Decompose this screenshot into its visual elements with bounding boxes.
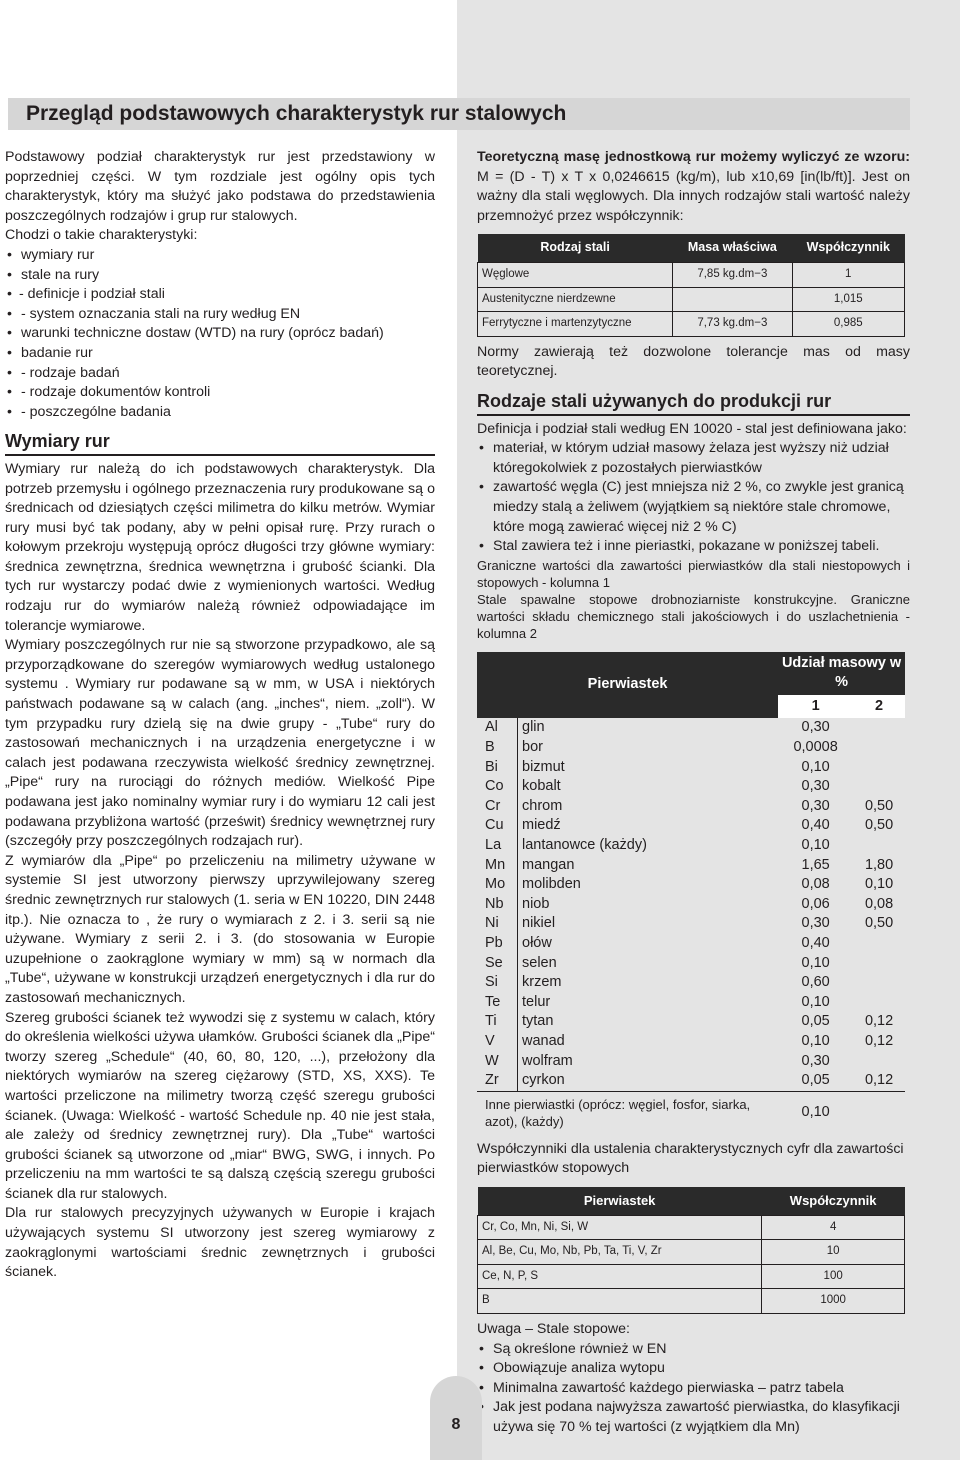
table-cell: V xyxy=(477,1032,518,1052)
table-cell: ołów xyxy=(522,935,552,951)
table-cell: 0,10 xyxy=(801,758,830,775)
table-cell: 0,08 xyxy=(864,895,894,912)
list-item: • zawartość węgla (C) jest mniejsza niż 2 %, co zwykle jest granicą miedzy stalą a żeliwem (wyjątkiem są niektóre stale chromowe, które mogą zawierać więcej niż 2 % C) xyxy=(477,478,910,537)
table-cell: W xyxy=(477,1052,518,1072)
table-row xyxy=(478,1289,905,1314)
body-paragraph: Wymiary poszczególnych rur nie są stworzone przypadkowo, ale są przyporządkowane do szeregów wymiarowych według ustalonego systemu . Wymiary rur podawane są w mm, w USA i niektórych państwach podawane są w calach (ang. „inches“, niem. „zoll“). W tym przypadku rury dzielą się na dwie grupy - „Tube“ rury do zastosowań mechanicznych i na urządzenia energetyczne i w calach jest podawana rzeczywista wielkość średnicy zewnętrznej. „Pipe“ rury na rurociągi do różnych mediów. Wielkość Pipe podawana jest jako nominalny wymiar rury i do wymiaru 12 cali jest podawana przybliżona wartość (prześwit) średnicy wewnętrznej rury (szczegóły przy poszczególnych rodzajach rur). xyxy=(5,637,435,850)
table-header: 2 xyxy=(853,695,905,719)
table-cell: Mo xyxy=(477,875,518,895)
table-cell: 1,015 xyxy=(792,287,904,312)
table-cell: kobalt xyxy=(522,778,561,795)
table-cell: 0,10 xyxy=(801,954,830,971)
table-cell: Si xyxy=(477,973,518,993)
alloy-note-heading: Uwaga – Stale stopowe: xyxy=(477,1320,631,1337)
table-cell: 0,30 xyxy=(801,797,830,814)
table-cell: Co xyxy=(477,777,518,797)
table-cell: 0,40 xyxy=(801,817,830,834)
list-item: • Jak jest podana najwyższa zawartość pierwiastka, do klasyfikacji używa się 70 % tej wartości (z wyjątkiem dla Mn) xyxy=(477,1398,910,1437)
table-cell: 0,60 xyxy=(801,974,830,991)
table-cell: 1000 xyxy=(762,1289,905,1314)
column2-note: Stale spawalne stopowe drobnoziarniste konstrukcyjne. Graniczne wartości składu chemicznego stali jakościowych i do uszlachetnienia - kolumna 2 xyxy=(477,591,910,641)
coefficients-lead: Współczynniki dla ustalenia charakterystycznych cyfr dla zawartości pierwiastków stopowych xyxy=(477,1140,904,1177)
table-cell: 0,12 xyxy=(864,1072,894,1089)
table-cell xyxy=(853,718,905,738)
table-cell: chrom xyxy=(522,797,563,814)
table-cell: Bi xyxy=(477,758,518,778)
element-limits-body xyxy=(477,718,905,1091)
table-cell: Ni xyxy=(477,914,518,934)
table-row xyxy=(477,797,905,817)
table-cell: selen xyxy=(522,954,557,971)
table-cell xyxy=(853,777,905,797)
list-subitem: • - system oznaczania stali na rury według EN xyxy=(5,305,435,325)
table-cell: B xyxy=(478,1289,762,1314)
table-row xyxy=(477,777,905,797)
definition-lead: Definicja i podział stali według EN 10020 - stal jest definiowana jako: xyxy=(477,420,907,437)
table-cell: 7,73 kg.dm−3 xyxy=(673,312,792,337)
table-cell: niob xyxy=(522,895,550,912)
table-cell: tytan xyxy=(522,1013,554,1030)
table-cell: 10 xyxy=(762,1240,905,1265)
table-cell xyxy=(853,1091,905,1134)
table-cell: Ti xyxy=(477,1012,518,1032)
table-cell xyxy=(673,287,792,312)
table-row xyxy=(477,895,905,915)
table-cell xyxy=(853,836,905,856)
table-cell: 0,12 xyxy=(864,1013,894,1030)
alloy-note-list xyxy=(477,1340,910,1438)
table-cell: Pb xyxy=(477,934,518,954)
table-row xyxy=(478,1215,905,1240)
table-cell: La xyxy=(477,836,518,856)
table-cell: miedź xyxy=(522,817,561,834)
table-cell: 7,85 kg.dm−3 xyxy=(673,262,792,287)
table-cell: Cu xyxy=(477,816,518,836)
table-row xyxy=(477,1091,905,1134)
table-row xyxy=(477,1052,905,1072)
page-title: Przegląd podstawowych charakterystyk rur stalowych xyxy=(26,102,567,125)
table-cell: 0,0008 xyxy=(793,739,838,756)
table-cell xyxy=(853,738,905,758)
table-cell: Inne pierwiastki (oprócz: węgiel, fosfor, siarka, azot), (każdy) xyxy=(477,1091,778,1134)
table-cell: telur xyxy=(522,993,551,1010)
list-item: • warunki techniczne dostaw (WTD) na rury (oprócz badań) xyxy=(5,324,435,344)
table-header: Masa właściwa xyxy=(673,234,792,262)
table-cell: 0,30 xyxy=(801,778,830,795)
table-row xyxy=(477,954,905,974)
table-row xyxy=(477,816,905,836)
table-row xyxy=(477,973,905,993)
table-cell: mangan xyxy=(522,856,575,873)
table-row xyxy=(477,1032,905,1052)
page-number: 8 xyxy=(451,1416,461,1433)
list-item: • badanie rur xyxy=(5,344,435,364)
table-cell xyxy=(853,1052,905,1072)
table-row xyxy=(478,1240,905,1265)
definition-list xyxy=(477,439,910,557)
right-column xyxy=(477,148,910,1437)
list-item: • Minimalna zawartość każdego pierwiaska – patrz tabela xyxy=(477,1379,910,1399)
coefficients-table xyxy=(477,1187,905,1314)
section-heading-dimensions: Wymiary rur xyxy=(5,432,435,456)
table-cell: 1 xyxy=(792,262,904,287)
table-cell: 100 xyxy=(762,1264,905,1289)
table-cell: Se xyxy=(477,954,518,974)
table-cell: cyrkon xyxy=(522,1072,565,1089)
table-cell: 0,985 xyxy=(792,312,904,337)
table-cell: Zr xyxy=(477,1071,518,1091)
table-cell xyxy=(853,954,905,974)
table-cell: 0,30 xyxy=(801,719,830,736)
body-paragraph: Szereg grubości ścianek też wywodzi się z systemu w calach, który do określenia wielkości używa ułamków. Grubości ścianek dla „Pipe“ tworzy szereg „Schedule“ (40, 60, 80, 120, ...), przełożony dla niektórych wymiarów na szereg ciężarowy (STD, XS, XXS). Te wartości przeliczone na milimetry tworzą część szeregu grubości ścianek. (Uwaga: Wielkość - wartość Schedule np. 40 nie jest stała, ale zależy od średnicy zewnętrznej rury). Dla „Tube“ wartości grubości ścianek są utworzone od „miar“ BWG, SWG, i innych. Po przeliczeniu na mm wartości te są dalszą częścią szeregu grubości ścianek dla rur stalowych. xyxy=(5,1009,435,1202)
list-subitem: • - poszczególne badania xyxy=(5,403,435,423)
table-cell: Ce, N, P, S xyxy=(478,1264,762,1289)
formula-heading: Teoretyczną masę jednostkową rur możemy wyliczyć ze wzoru: xyxy=(477,149,910,165)
table-cell: 0,40 xyxy=(801,935,830,951)
title-bar xyxy=(8,98,910,130)
table-row xyxy=(477,993,905,1013)
list-subitem: • - rodzaje dokumentów kontroli xyxy=(5,383,435,403)
table-cell: nikiel xyxy=(522,915,556,932)
table-row xyxy=(478,262,905,287)
element-limits-table xyxy=(477,652,905,1134)
table-cell: bor xyxy=(522,739,543,756)
table-row xyxy=(478,312,905,337)
steel-density-table xyxy=(477,234,905,336)
body-paragraph: Wymiary rur należą do ich podstawowych charakterystyk. Dla potrzeb przemysłu i ogólnego przeznaczenia rury produkowane są o średnicach od dziesiątych części milimetra do kilku metrów. Wymiar rury musi być tak podany, aby w pełni opisał rurę. Przy rurach o kołowym przekroju występują oprócz długości trzy główne wymiary: średnica zewnętrzna, średnica wewnętrzna i grubość ścianki. Dla tych rur wystarczy podać dwie z wymienionych wartości. Według rodzaju rur do wymiarów należą również odpowiadające im tolerancje wymiarowe. xyxy=(5,460,435,634)
table-header: Współczynnik xyxy=(762,1187,905,1215)
table-row xyxy=(477,875,905,895)
table-cell: 4 xyxy=(762,1215,905,1240)
characteristics-list xyxy=(5,246,435,422)
table-cell: 0,50 xyxy=(864,797,894,814)
table-cell: 1,65 xyxy=(801,856,830,873)
body-paragraph: Z wymiarów dla „Pipe“ po przeliczeniu na milimetry używane w systemie SI jest utworzony pierwszy uprzywilejowany szereg średnic zewnętrznych rur stalowych (1. seria w EN 10220, DIN 2448 itp.). Nie oznacza to , że rury o wymiarach z 2. i 3. serii są nie używane. Wymiary z serii 2. i 3. (do stosowania w Europie uzupełnione o zaokrąglone wymiary w mm) są w normach dla „Tube“, używane w konstrukcji urządzeń energetycznych i dla rur do zastosowań mechanicznych. xyxy=(5,852,435,1006)
table-row xyxy=(477,1012,905,1032)
table-row xyxy=(477,758,905,778)
body-paragraph: Dla rur stalowych precyzyjnych używanych w Europie i krajach używających systemu SI utworzony jest szereg wymiarowy z zaokrąglonymi wartościami średnic zewnętrznych i grubości ścianek. xyxy=(5,1205,435,1281)
table-cell: 0,10 xyxy=(801,837,830,854)
table-cell: Cr xyxy=(477,797,518,817)
table-cell: 0,30 xyxy=(801,915,830,932)
list-item: • wymiary rur xyxy=(5,246,435,266)
table-cell: Al xyxy=(477,718,518,738)
table-row xyxy=(477,738,905,758)
table-cell: wanad xyxy=(522,1032,565,1049)
table-cell: 0,12 xyxy=(864,1032,894,1049)
table-cell: 0,10 xyxy=(801,1032,830,1049)
table-cell: molibden xyxy=(522,876,581,893)
table-cell: B xyxy=(477,738,518,758)
list-item: • Stal zawiera też i inne pieriastki, pokazane w poniższej tabeli. xyxy=(477,537,910,557)
table-cell xyxy=(853,758,905,778)
table-cell: Mn xyxy=(477,856,518,876)
table-row xyxy=(477,718,905,738)
table-cell: 1,80 xyxy=(864,856,894,873)
list-subitem: • - definicje i podział stali xyxy=(5,285,435,305)
table-cell: bizmut xyxy=(522,758,565,775)
table-cell: 0,10 xyxy=(778,1091,853,1134)
table-cell: wolfram xyxy=(522,1052,573,1069)
section-heading-steel-types: Rodzaje stali używanych do produkcji rur xyxy=(477,392,910,416)
table-header: Współczynnik xyxy=(792,234,904,262)
table-cell: lantanowce (każdy) xyxy=(522,837,647,854)
list-item: • stale na rury xyxy=(5,266,435,286)
table-header: Udział masowy w % xyxy=(778,652,905,695)
table-row xyxy=(477,1071,905,1091)
table-header: 1 xyxy=(778,695,853,719)
table-row xyxy=(477,934,905,954)
table-cell: Ferrytyczne i martenzytyczne xyxy=(478,312,673,337)
table-cell: 0,30 xyxy=(801,1052,830,1069)
column1-note: Graniczne wartości dla zawartości pierwiastków dla stali niestopowych i stopowych - kolumna 1 xyxy=(477,557,910,590)
table-cell: krzem xyxy=(522,974,562,991)
table-cell: 0,05 xyxy=(801,1072,830,1089)
intro-paragraph: Podstawowy podział charakterystyk rur jest przedstawiony w poprzedniej części. W tym rozdziale jest ogólny opis tych charakterystyk, który ma służyć jako podstawa do przedstawienia poszczególnych rodzajów i grup rur stalowych. xyxy=(5,149,435,224)
table-cell: 0,10 xyxy=(864,876,894,893)
tolerance-note: Normy zawierają też dozwolone tolerancje mas od masy teoretycznej. xyxy=(477,343,910,380)
table-cell: Al, Be, Cu, Mo, Nb, Pb, Ta, Ti, V, Zr xyxy=(478,1240,762,1265)
table-row xyxy=(478,1264,905,1289)
left-column xyxy=(5,148,435,1283)
table-row xyxy=(477,836,905,856)
table-cell: glin xyxy=(522,719,545,736)
table-cell: Nb xyxy=(477,895,518,915)
characteristics-lead: Chodzi o takie charakterystyki: xyxy=(5,227,198,244)
table-cell: 0,50 xyxy=(864,817,894,834)
table-cell xyxy=(853,973,905,993)
table-cell: 0,05 xyxy=(801,1013,830,1030)
table-row xyxy=(477,856,905,876)
formula-text: M = (D - T) x T x 0,0246615 (kg/m), lub x10,69 [in(lb/ft)]. Jest on ważny dla stali węglowych. Dla innych rodzajów stali wartość należy przemnożyć przez współczynnik: xyxy=(477,168,910,224)
table-cell: Te xyxy=(477,993,518,1013)
list-item: • Są określone również w EN xyxy=(477,1340,910,1360)
list-item: • Obowiązuje analiza wytopu xyxy=(477,1359,910,1379)
list-item: • materiał, w którym udział masowy żelaza jest wyższy niż udział któregokolwiek z pozostałych pierwiastków xyxy=(477,439,910,478)
table-cell: 0,06 xyxy=(801,895,830,912)
table-cell: Węglowe xyxy=(478,262,673,287)
table-cell: Cr, Co, Mn, Ni, Si, W xyxy=(478,1215,762,1240)
table-cell xyxy=(853,934,905,954)
table-cell xyxy=(853,993,905,1013)
table-header: Pierwiastek xyxy=(477,652,778,719)
table-header: Pierwiastek xyxy=(478,1187,762,1215)
table-cell: 0,10 xyxy=(801,993,830,1010)
table-cell: 0,50 xyxy=(864,915,894,932)
table-header: Rodzaj stali xyxy=(478,234,673,262)
list-subitem: • - rodzaje badań xyxy=(5,364,435,384)
table-cell: Austenityczne nierdzewne xyxy=(478,287,673,312)
table-row xyxy=(477,914,905,934)
table-row xyxy=(478,287,905,312)
table-cell: 0,08 xyxy=(801,876,830,893)
